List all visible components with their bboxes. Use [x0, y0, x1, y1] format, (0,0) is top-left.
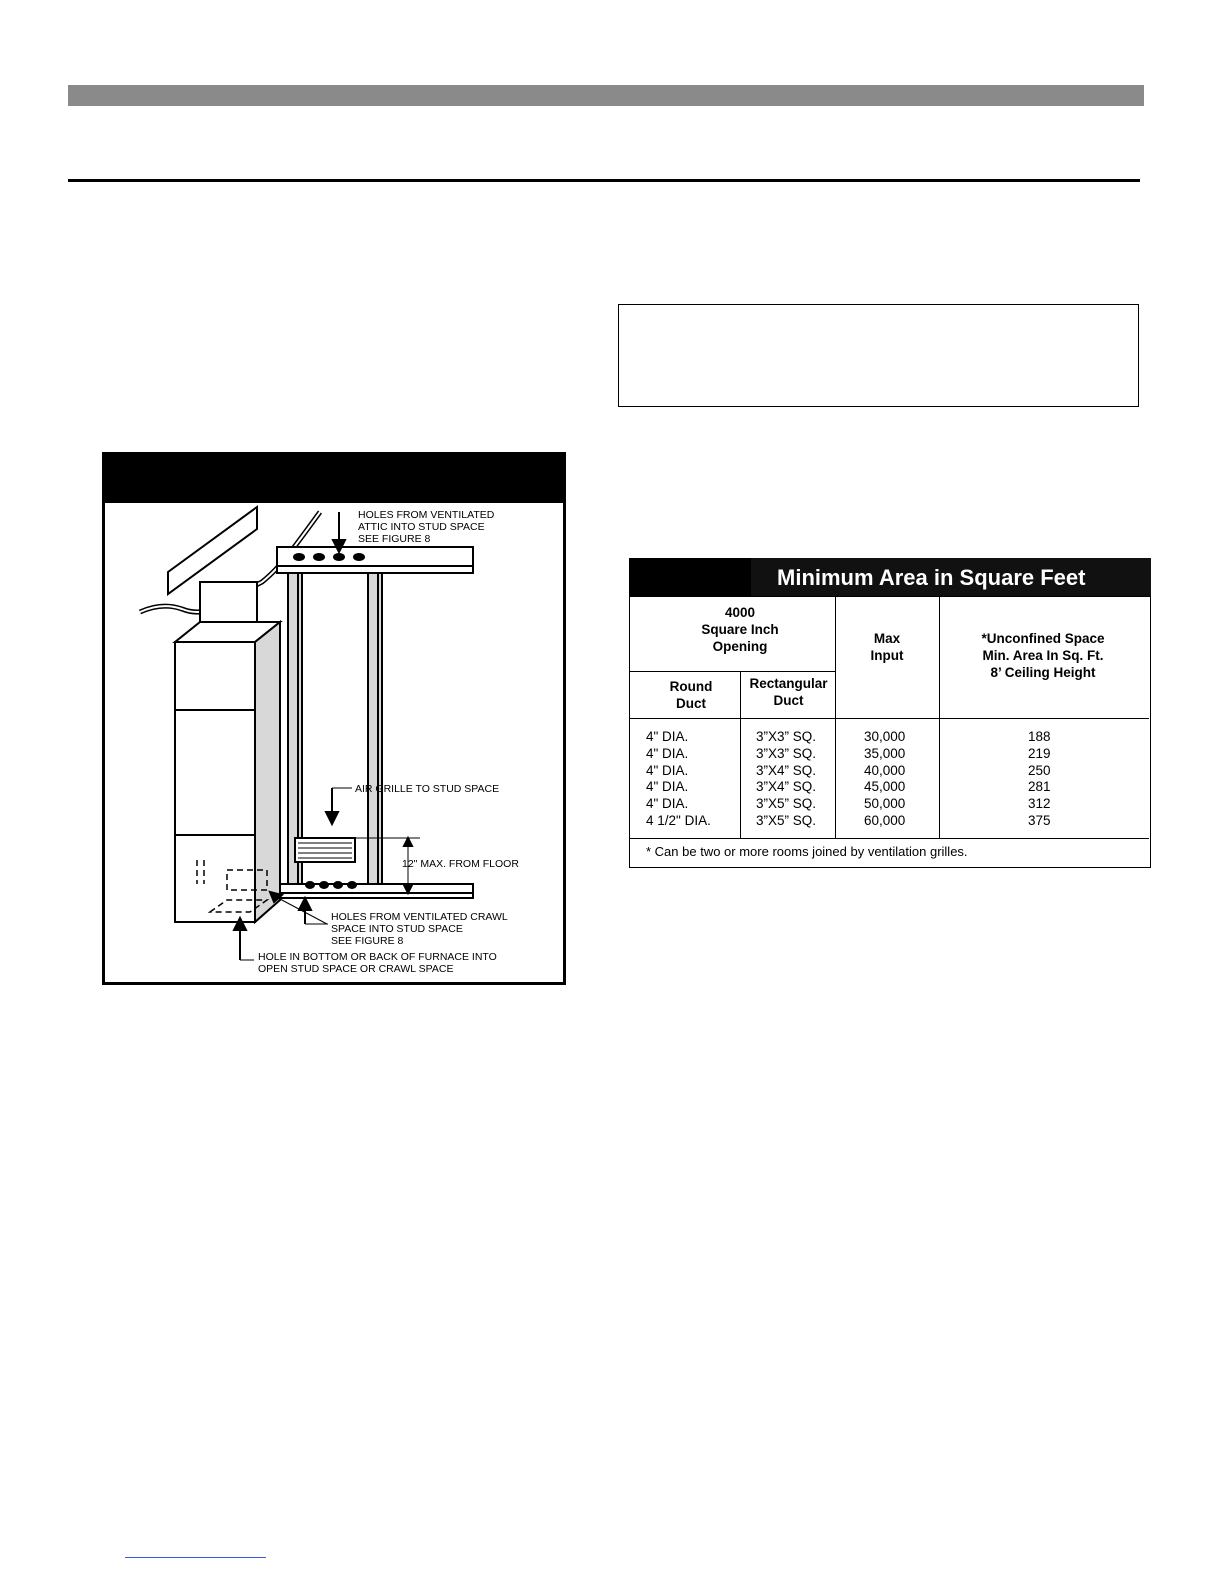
label-crawl-holes-3: SEE FIGURE 8	[331, 935, 404, 947]
header-rect-duct: Rectangular Duct	[749, 676, 828, 708]
table-title-bar	[629, 558, 1151, 596]
header-bar	[68, 85, 1144, 106]
column-round-duct	[646, 729, 711, 830]
cell-max-input: 60,000	[864, 812, 906, 828]
header-opening: 4000 Square Inch Opening	[701, 605, 779, 654]
cell-max-input: 35,000	[864, 745, 906, 761]
table-title: Minimum Area in Square Feet	[777, 565, 1086, 590]
cell-round-duct: 4" DIA.	[646, 745, 689, 761]
cell-max-input: 30,000	[864, 729, 906, 744]
cell-min-area: 188	[1028, 729, 1051, 744]
cell-min-area: 312	[1028, 796, 1051, 812]
cell-rect-duct: 3”X4” SQ.	[756, 779, 817, 795]
column-min-area	[1028, 729, 1051, 830]
table-body	[629, 596, 1151, 868]
table-footnote: * Can be two or more rooms joined by ventilation grilles.	[646, 844, 968, 859]
cell-min-area: 250	[1028, 762, 1051, 778]
cell-rect-duct: 3”X5” SQ.	[756, 812, 817, 828]
cell-rect-duct: 3”X4” SQ.	[756, 762, 817, 778]
cell-max-input: 45,000	[864, 779, 906, 795]
cell-max-input: 50,000	[864, 796, 906, 812]
note-box	[618, 304, 1139, 407]
cell-min-area: 375	[1028, 812, 1051, 828]
header-round-duct: Round Duct	[669, 679, 713, 711]
cell-round-duct: 4 1/2" DIA.	[646, 812, 711, 828]
label-furnace-hole-1: HOLE IN BOTTOM OR BACK OF FURNACE INTO	[258, 951, 497, 963]
cell-rect-duct: 3”X3” SQ.	[756, 745, 817, 761]
label-crawl-holes-2: SPACE INTO STUD SPACE	[331, 923, 463, 935]
label-attic-holes-1: HOLES FROM VENTILATED	[358, 509, 495, 521]
cell-rect-duct: 3”X3” SQ.	[756, 729, 817, 744]
cell-round-duct: 4" DIA.	[646, 796, 689, 812]
cell-rect-duct: 3”X5” SQ.	[756, 796, 817, 812]
cell-min-area: 281	[1028, 779, 1051, 795]
column-max-input	[864, 729, 905, 830]
cell-round-duct: 4" DIA.	[646, 762, 689, 778]
section-divider	[68, 179, 1140, 182]
installation-figure	[102, 452, 566, 985]
label-max-from-floor: 12" MAX. FROM FLOOR	[402, 858, 519, 870]
label-attic-holes-3: SEE FIGURE 8	[358, 533, 431, 545]
column-rect-duct	[756, 729, 816, 830]
label-crawl-holes-1: HOLES FROM VENTILATED CRAWL	[331, 911, 508, 923]
minimum-area-table	[629, 558, 1151, 868]
header-unconfined-space: *Unconfined Space Min. Area In Sq. Ft. 8’ Ceiling Height	[981, 631, 1105, 680]
header-max-input: Max Input	[870, 631, 904, 663]
footer-link-underline[interactable]	[125, 1557, 266, 1558]
label-attic-holes-2: ATTIC INTO STUD SPACE	[358, 521, 485, 533]
label-furnace-hole-2: OPEN STUD SPACE OR CRAWL SPACE	[258, 963, 454, 975]
cell-round-duct: 4" DIA.	[646, 779, 689, 795]
furnace-stud-space-illustration	[102, 452, 566, 985]
cell-min-area: 219	[1028, 745, 1051, 761]
cell-round-duct: 4" DIA.	[646, 729, 689, 744]
cell-max-input: 40,000	[864, 762, 906, 778]
label-air-grille: AIR GRILLE TO STUD SPACE	[355, 783, 500, 795]
